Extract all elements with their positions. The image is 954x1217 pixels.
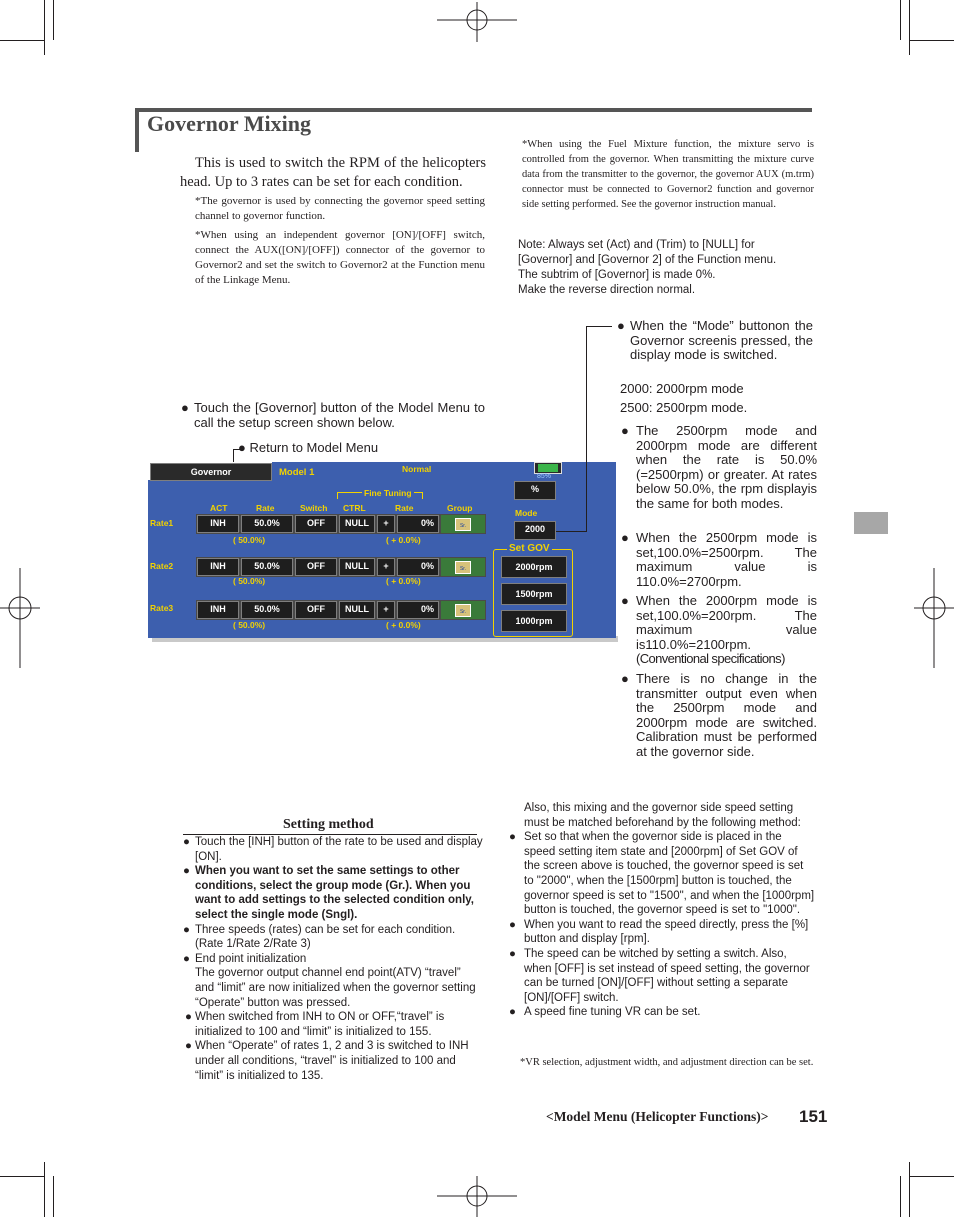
calibration-item: ● The speed can be witched by setting a switch. Also, when [OFF] is set instead of speed setting, the governor can be turned [ON]/[OFF] without setting a separate [ON]/[OFF] switch. bbox=[509, 947, 810, 1004]
setting-item: ● Three speeds (rates) can be set for each condition. (Rate 1/Rate 2/Rate 3) bbox=[183, 923, 456, 951]
crop-mark bbox=[53, 0, 54, 40]
fine-rate-button[interactable]: 0% bbox=[397, 515, 439, 533]
note-line: Note: Always set (Act) and (Trim) to [NULL] for bbox=[518, 239, 755, 251]
crop-mark bbox=[44, 1162, 45, 1217]
crop-mark bbox=[900, 0, 901, 40]
return-note: ● Return to Model Menu bbox=[238, 440, 379, 455]
sign-button[interactable]: + bbox=[377, 558, 395, 576]
mode-button[interactable]: 2000 bbox=[514, 521, 556, 540]
mode-bullet: ● When the 2500rpm mode is set,100.0%=2500rpm. The maximum value is 110.0%=2700rpm. bbox=[621, 530, 817, 589]
note-block bbox=[518, 238, 818, 298]
calibration-list bbox=[509, 801, 815, 1020]
crop-mark bbox=[53, 1176, 54, 1217]
header-rule-vertical bbox=[135, 108, 139, 152]
crop-mark bbox=[910, 1176, 954, 1177]
switch-button[interactable]: OFF bbox=[295, 558, 337, 576]
governor-button[interactable]: Governor bbox=[150, 463, 272, 481]
intro-note-2: *When using an independent governor [ON]/[OFF] switch, connect the AUX([ON]/[OFF]) connector of the governor to Governor2 and set the switch to Governor2 at the Function menu of the Linkage Menu. bbox=[195, 229, 485, 286]
group-button[interactable] bbox=[441, 601, 485, 619]
group-button[interactable] bbox=[441, 515, 485, 533]
crop-mark bbox=[900, 1176, 901, 1217]
note-line: The subtrim of [Governor] is made 0%. bbox=[518, 269, 716, 281]
ctrl-button[interactable]: NULL bbox=[339, 515, 375, 533]
rate-button[interactable]: 50.0% bbox=[241, 515, 293, 533]
setting-item: ● When “Operate” of rates 1, 2 and 3 is switched to INH under all conditions, “travel” is initialized to 100 and “limit” is initialized to 135. bbox=[185, 1040, 469, 1082]
registration-target-icon bbox=[0, 568, 40, 668]
col-rate: Rate bbox=[256, 503, 275, 513]
setting-item: ● End point initialization bbox=[183, 952, 307, 965]
sign-button[interactable]: + bbox=[377, 515, 395, 533]
mode-2500-line: 2500: 2500rpm mode. bbox=[620, 400, 748, 415]
gov-1000rpm-button[interactable]: 1000rpm bbox=[501, 610, 567, 632]
crop-mark bbox=[909, 1162, 910, 1217]
rate-label: Rate2 bbox=[150, 561, 174, 571]
switch-button[interactable]: OFF bbox=[295, 515, 337, 533]
rate-label: Rate1 bbox=[150, 518, 174, 528]
battery-percent: 85% bbox=[537, 473, 552, 480]
single-mode-icon: Sr. bbox=[455, 518, 471, 531]
callout-line bbox=[586, 326, 612, 327]
setting-item-body: The governor output channel end point(ATV) “travel” and “limit” are now initialized when the governor setting “Operate” button was pressed. bbox=[195, 967, 476, 1009]
single-mode-icon: Sr. bbox=[455, 561, 471, 574]
crop-mark bbox=[0, 40, 44, 41]
registration-target-icon bbox=[914, 568, 954, 668]
fine-rate-button[interactable]: 0% bbox=[397, 601, 439, 619]
calibration-intro: Also, this mixing and the governor side speed setting must be matched beforehand by the following method: bbox=[524, 802, 801, 829]
footer-section: <Model Menu (Helicopter Functions)> bbox=[546, 1109, 769, 1124]
percent-button[interactable]: % bbox=[514, 481, 556, 500]
condition-name: Normal bbox=[402, 464, 432, 474]
rate-button[interactable]: 50.0% bbox=[241, 558, 293, 576]
fine-display: ( + 0.0%) bbox=[386, 620, 421, 630]
intro-lead: This is used to switch the RPM of the helicopters head. Up to 3 rates can be set for each condition. bbox=[180, 155, 486, 190]
callout-line bbox=[556, 531, 587, 532]
touch-note: ● Touch the [Governor] button of the Model Menu to call the setup screen shown below. bbox=[181, 400, 485, 430]
calibration-item: ● A speed fine tuning VR can be set. bbox=[509, 1006, 701, 1019]
rate-rpm: ( 50.0%) bbox=[233, 576, 266, 586]
registration-target-icon bbox=[437, 2, 517, 42]
note-line: Make the reverse direction normal. bbox=[518, 284, 696, 296]
group-button[interactable] bbox=[441, 558, 485, 576]
registration-target-icon bbox=[437, 1176, 517, 1217]
crop-mark bbox=[44, 0, 45, 55]
setting-item: ● When you want to set the same settings to other conditions, select the group mode (Gr.). When you want to add settings to the selected condition only, select the single mode (Sngl). bbox=[183, 865, 474, 921]
gov-1500rpm-button[interactable]: 1500rpm bbox=[501, 583, 567, 605]
mode-label: Mode bbox=[515, 508, 538, 518]
crop-mark bbox=[909, 0, 910, 55]
switch-button[interactable]: OFF bbox=[295, 601, 337, 619]
page-number: 151 bbox=[799, 1107, 828, 1126]
act-button[interactable]: INH bbox=[197, 558, 239, 576]
col-group: Group bbox=[447, 503, 473, 513]
rate-rpm: ( 50.0%) bbox=[233, 535, 266, 545]
note-line: [Governor] and [Governor 2] of the Function menu. bbox=[518, 254, 777, 266]
mode-2000-line: 2000: 2000rpm mode bbox=[620, 381, 744, 396]
mode-bullet: ● When the 2000rpm mode is set,100.0%=200rpm. The maximum value is110.0%=2100rpm. (Conventional specifications) bbox=[621, 593, 817, 667]
col-fine-rate: Rate bbox=[395, 503, 414, 513]
gov-2000rpm-button[interactable]: 2000rpm bbox=[501, 556, 567, 578]
fuel-note: *When using the Fuel Mixture function, the mixture servo is controlled from the governor. When transmitting the mixture curve data from the transmitter to the governor, the governor AUX (m.trm) connector must be connected to Governor2 function and governor side setting performed. See the governor instruction manual. bbox=[522, 139, 814, 210]
setting-item: ● Touch the [INH] button of the rate to be used and display [ON]. bbox=[183, 836, 483, 863]
fine-display: ( + 0.0%) bbox=[386, 535, 421, 545]
calibration-item: ● Set so that when the governor side is placed in the speed setting item state and [2000rpm] of Set GOV of the screen above is touched, the governor speed is set to "2000", when the [1500rpm] button is touched, the governor speed is set to "1500", and when the [1000rpm] button is touched, the governor speed is set to "1000". bbox=[509, 831, 815, 917]
rate-label: Rate3 bbox=[150, 603, 174, 613]
crop-mark bbox=[0, 1176, 44, 1177]
calibration-item: ● When you want to read the speed directly, press the [%] button and display [rpm]. bbox=[509, 918, 809, 946]
setting-item: ● When switched from INH to ON or OFF,“travel” is initialized to 100 and “limit” is initialized to 155. bbox=[185, 1011, 445, 1038]
vr-note: *VR selection, adjustment width, and adjustment direction can be set. bbox=[520, 1057, 814, 1068]
mode-bullet: ● The 2500rpm mode and 2000rpm mode are different when the rate is 50.0% (=2500rpm) or greater. At rates below 50.0%, the rpm displayis the same for both modes. bbox=[621, 423, 817, 511]
rate-button[interactable]: 50.0% bbox=[241, 601, 293, 619]
intro-note-1: *The governor is used by connecting the governor speed setting channel to governor function. bbox=[195, 195, 485, 222]
single-mode-icon: Sr. bbox=[455, 604, 471, 617]
ctrl-button[interactable]: NULL bbox=[339, 601, 375, 619]
rate-rpm: ( 50.0%) bbox=[233, 620, 266, 630]
col-act: ACT bbox=[210, 503, 228, 513]
ctrl-button[interactable]: NULL bbox=[339, 558, 375, 576]
section-tab bbox=[854, 512, 888, 534]
callout-line bbox=[586, 326, 587, 532]
fine-rate-button[interactable]: 0% bbox=[397, 558, 439, 576]
page-title: Governor Mixing bbox=[147, 111, 311, 136]
mode-bullet: ● There is no change in the transmitter output even when the 2500rpm mode and 2000rpm mode are switched. Calibration must be performed at the governor side. bbox=[621, 671, 817, 759]
fine-tuning-label: Fine Tuning bbox=[364, 488, 412, 498]
set-gov-label: Set GOV bbox=[509, 543, 550, 554]
act-button[interactable]: INH bbox=[197, 515, 239, 533]
setting-method-heading: Setting method bbox=[283, 817, 374, 832]
setting-list bbox=[183, 835, 483, 1083]
sign-button[interactable]: + bbox=[377, 601, 395, 619]
model-name: Model 1 bbox=[279, 467, 315, 478]
act-button[interactable]: INH bbox=[197, 601, 239, 619]
fine-display: ( + 0.0%) bbox=[386, 576, 421, 586]
mode-note: ● When the “Mode” buttonon the Governor screenis pressed, the display mode is switched. bbox=[617, 318, 813, 363]
col-ctrl: CTRL bbox=[343, 503, 366, 513]
crop-mark bbox=[910, 40, 954, 41]
col-switch: Switch bbox=[300, 503, 328, 513]
screen-header bbox=[272, 462, 616, 480]
